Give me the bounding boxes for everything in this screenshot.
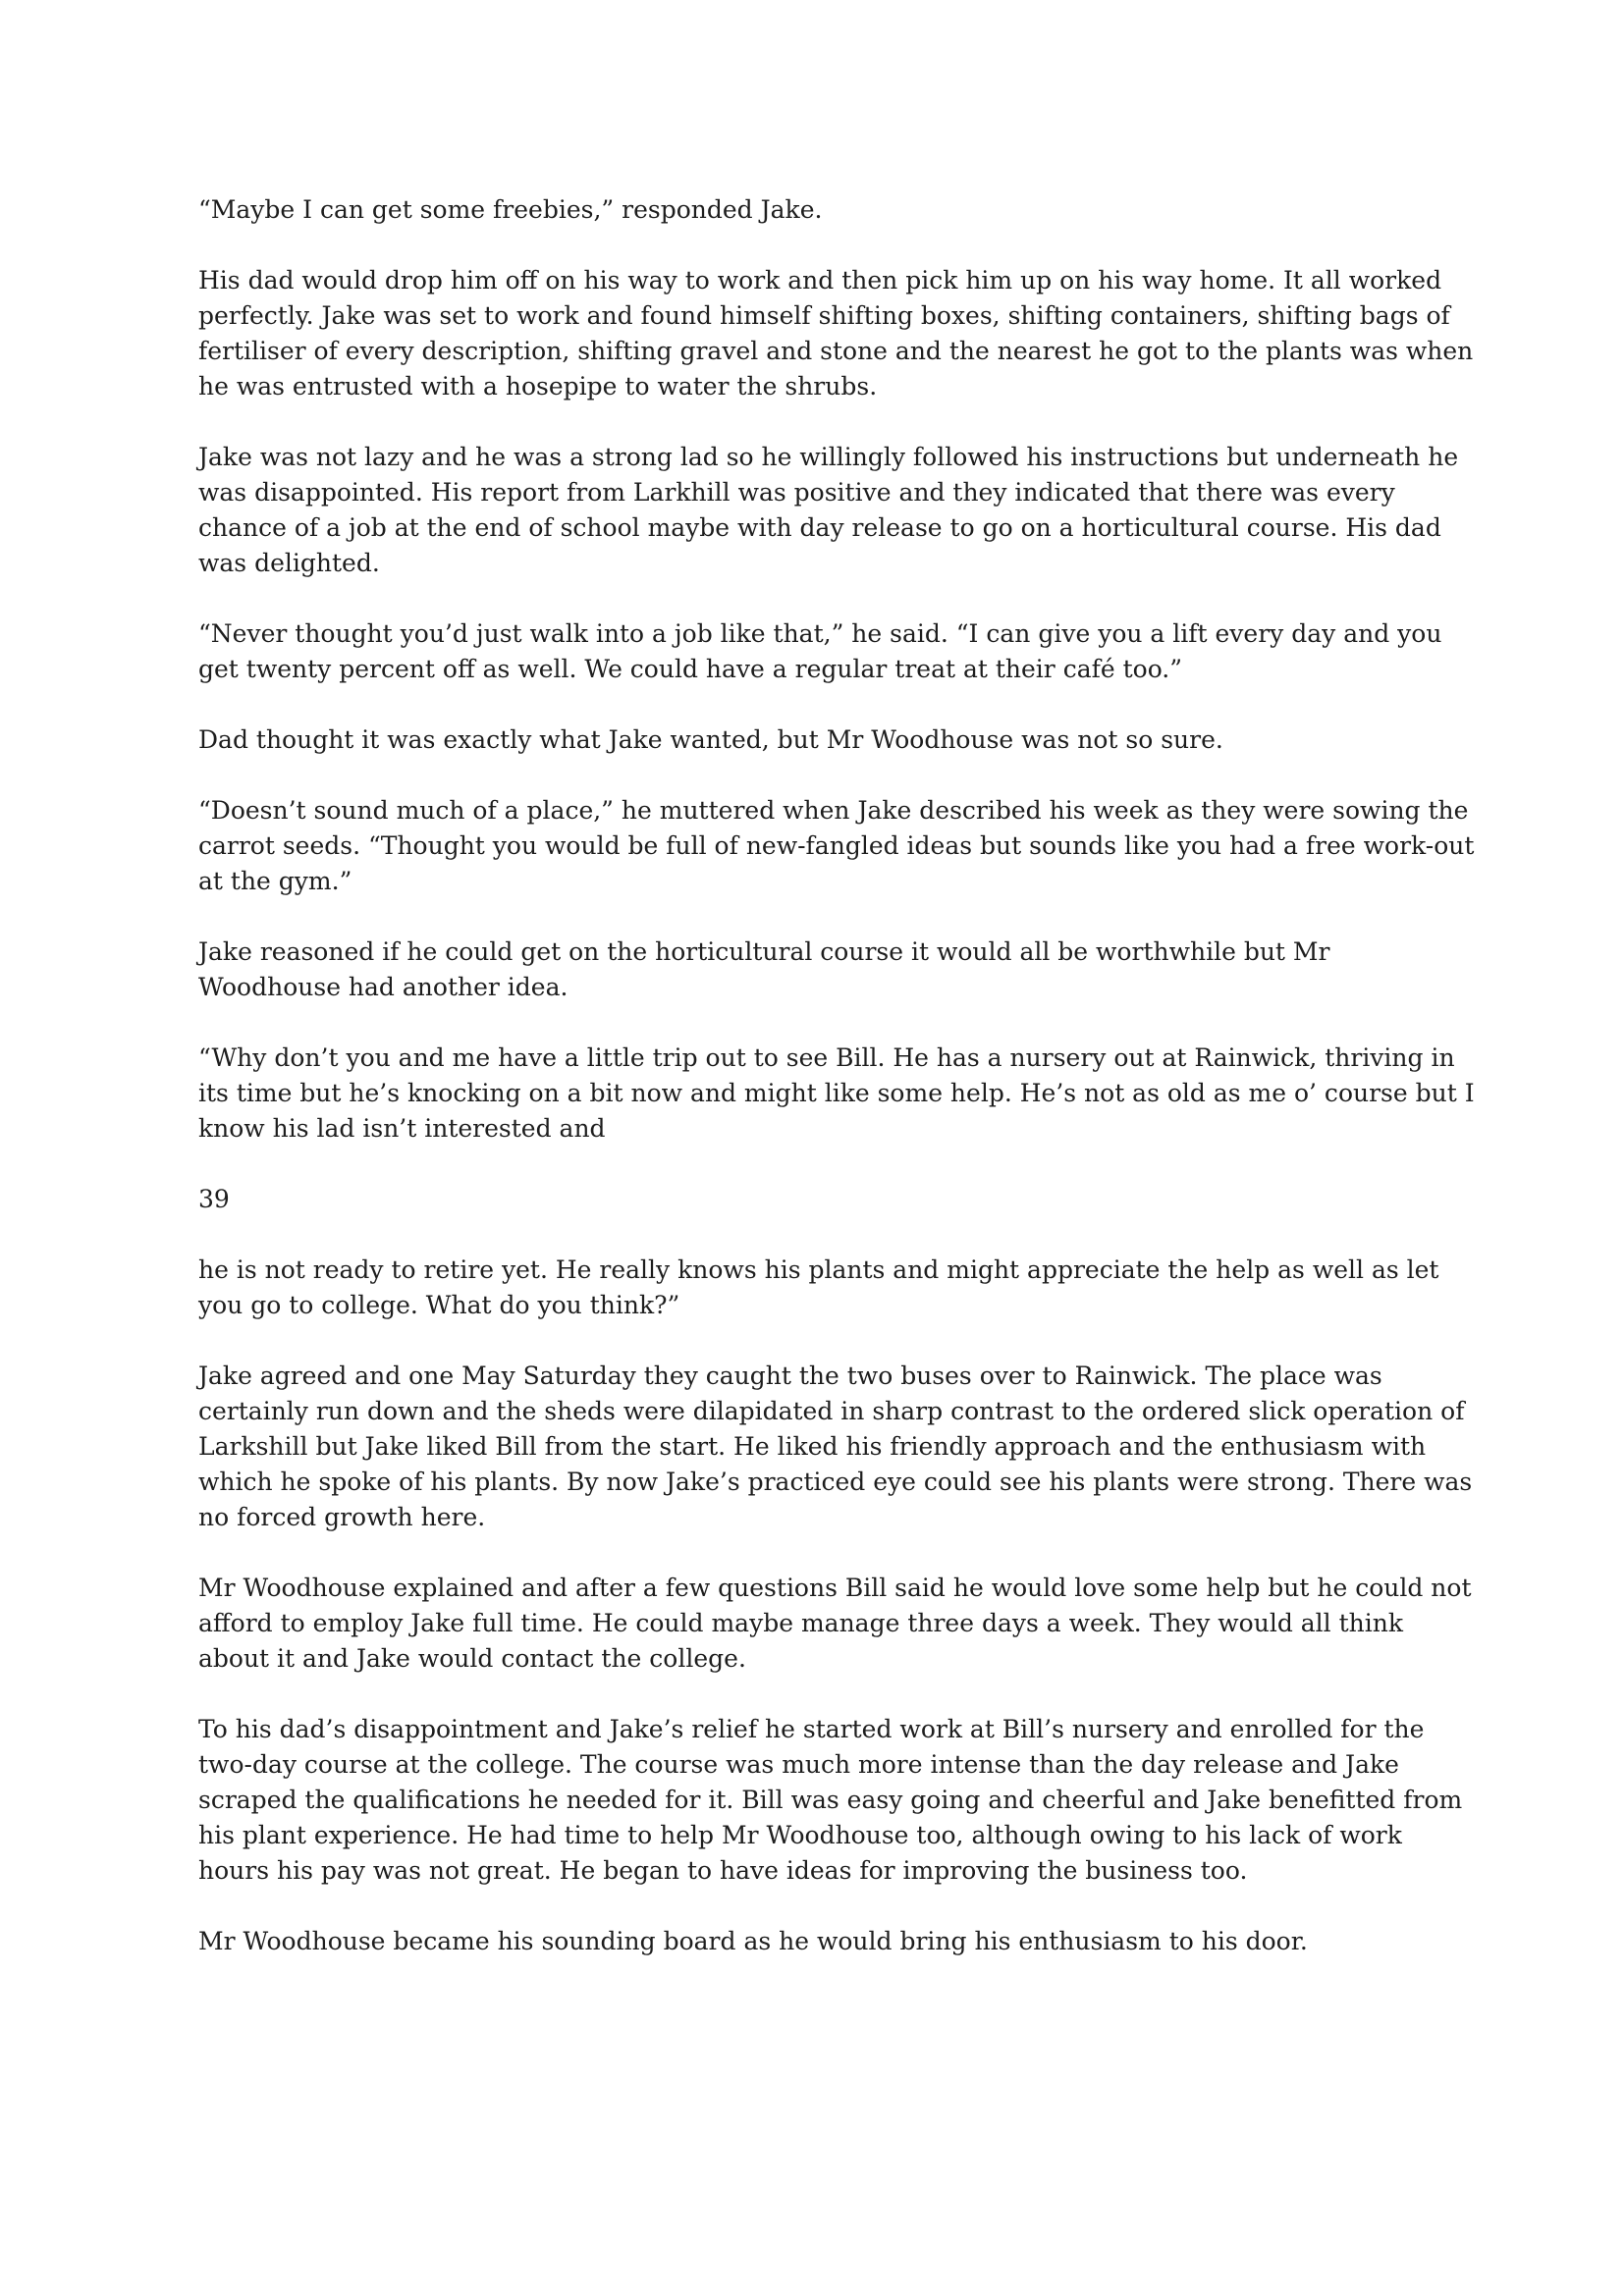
paragraph: Jake was not lazy and he was a strong lad so he willingly followed his instructions but underneath he was disappointed. His report from Larkhill was positive and they indicated that there was every chance of a job at the end of school maybe with day release to go on a horticultural course. His dad was delighted. bbox=[198, 443, 1459, 577]
paragraph: he is not ready to retire yet. He really knows his plants and might appreciate the help as well as let you go to college. What do you think?” bbox=[198, 1255, 1439, 1319]
document-page bbox=[198, 192, 1475, 1995]
paragraph: Jake agreed and one May Saturday they caught the two buses over to Rainwick. The place was certainly run down and the sheds were dilapidated in sharp contrast to the ordered slick operation of Larkshill but Jake liked Bill from the start. He liked his friendly approach and the enthusiasm with which he spoke of his plants. By now Jake’s practiced eye could see his plants were strong. There was no forced growth here. bbox=[198, 1362, 1473, 1531]
paragraph: “Why don’t you and me have a little trip out to see Bill. He has a nursery out at Rainwick, thriving in its time but he’s knocking on a bit now and might like some help. He’s not as old as me o’ course but I know his lad isn’t interested and bbox=[198, 1043, 1475, 1143]
paragraph: Mr Woodhouse explained and after a few questions Bill said he would love some help but he could not afford to employ Jake full time. He could maybe manage three days a week. They would all think about it and Jake would contact the college. bbox=[198, 1574, 1472, 1673]
paragraph: Jake reasoned if he could get on the horticultural course it would all be worthwhile but Mr Woodhouse had another idea. bbox=[198, 937, 1330, 1001]
paragraph: To his dad’s disappointment and Jake’s relief he started work at Bill’s nursery and enrolled for the two-day course at the college. The course was much more intense than the day release and Jake scraped the qualifications he needed for it. Bill was easy going and cheerful and Jake benefitted from his plant experience. He had time to help Mr Woodhouse too, although owing to his lack of work hours his pay was not great. He began to have ideas for improving the business too. bbox=[198, 1715, 1463, 1885]
paragraph: “Doesn’t sound much of a place,” he muttered when Jake described his week as they were sowing the carrot seeds. “Thought you would be full of new-fangled ideas but sounds like you had a free work-out at the gym.” bbox=[198, 796, 1475, 895]
paragraph: Mr Woodhouse became his sounding board as he would bring his enthusiasm to his door. bbox=[198, 1927, 1308, 1955]
paragraph: “Maybe I can get some freebies,” responded Jake. bbox=[198, 195, 823, 224]
paragraph: Dad thought it was exactly what Jake wanted, but Mr Woodhouse was not so sure. bbox=[198, 725, 1223, 754]
paragraph: “Never thought you’d just walk into a job like that,” he said. “I can give you a lift every day and you get twenty percent off as well. We could have a regular treat at their café too.” bbox=[198, 619, 1442, 683]
page-number: 39 bbox=[198, 1185, 230, 1213]
paragraph: His dad would drop him off on his way to work and then pick him up on his way home. It all worked perfectly. Jake was set to work and found himself shifting boxes, shifting containers, shifting bags of fertiliser of every description, shifting gravel and stone and the nearest he got to the plants was when he was entrusted with a hosepipe to water the shrubs. bbox=[198, 266, 1474, 400]
